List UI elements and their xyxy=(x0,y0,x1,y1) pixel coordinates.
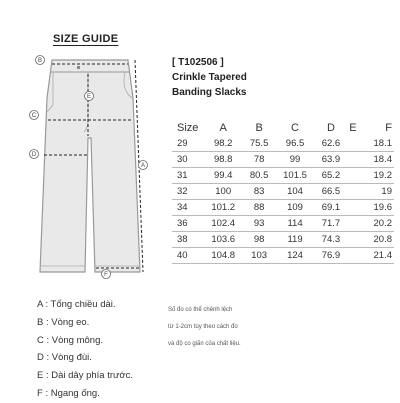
measurement-cell xyxy=(347,248,359,264)
measurement-cell: 75.5 xyxy=(243,136,274,152)
size-table-header xyxy=(172,120,394,136)
measurement-cell: 96.5 xyxy=(275,136,315,152)
measurement-cell: 21.4 xyxy=(359,248,394,264)
measurement-cell: 71.7 xyxy=(315,216,346,232)
measurement-cell: 102.4 xyxy=(203,216,243,232)
label-c: C xyxy=(31,113,37,119)
header-a: A xyxy=(219,121,227,134)
measurement-cell: 18.4 xyxy=(359,152,394,168)
measurement-cell xyxy=(347,216,359,232)
header-d: D xyxy=(326,121,335,134)
legend-item: E : Dài dây phía trước. xyxy=(37,370,134,382)
legend-item: D : Vòng đùi. xyxy=(37,352,92,364)
header-f: F xyxy=(385,121,392,134)
size-cell: 36 xyxy=(172,216,203,232)
measurement-cell: 104 xyxy=(275,184,315,200)
measurement-cell: 18.1 xyxy=(359,136,394,152)
measurement-cell: 62.6 xyxy=(315,136,346,152)
measurement-cell: 101.5 xyxy=(275,168,315,184)
product-code: [ T102506 ] xyxy=(172,57,224,68)
product-info xyxy=(172,55,392,100)
measurement-cell: 80.5 xyxy=(243,168,274,184)
measurement-legend xyxy=(37,296,133,403)
product-name-line-2: Banding Slacks xyxy=(172,87,247,98)
measurement-cell: 88 xyxy=(243,200,274,216)
measurement-cell xyxy=(347,152,359,168)
measurement-cell: 19.6 xyxy=(359,200,394,216)
product-name-line-1: Crinkle Tapered xyxy=(172,72,247,83)
size-cell: 40 xyxy=(172,248,203,264)
measurement-cell: 98 xyxy=(243,232,274,248)
measurement-cell: 99.4 xyxy=(203,168,243,184)
measurement-cell: 99 xyxy=(275,152,315,168)
measurement-cell: 103 xyxy=(243,248,274,264)
table-row xyxy=(172,184,394,200)
label-e: E xyxy=(86,94,92,100)
measurement-cell: 69.1 xyxy=(315,200,346,216)
size-cell: 30 xyxy=(172,152,203,168)
size-cell: 29 xyxy=(172,136,203,152)
label-d: D xyxy=(31,152,37,158)
measurement-cell: 98.8 xyxy=(203,152,243,168)
measurement-cell xyxy=(347,232,359,248)
measurement-cell: 20.8 xyxy=(359,232,394,248)
table-row xyxy=(172,200,394,216)
size-table xyxy=(172,120,394,264)
measurement-cell: 109 xyxy=(275,200,315,216)
header-size: Size xyxy=(177,121,199,134)
table-row xyxy=(172,136,394,152)
measurement-cell xyxy=(347,168,359,184)
measurement-cell xyxy=(347,136,359,152)
measurement-cell xyxy=(347,184,359,200)
measurement-cell: 100 xyxy=(203,184,243,200)
measurement-cell: 20.2 xyxy=(359,216,394,232)
measurement-cell: 98.2 xyxy=(203,136,243,152)
pants-diagram xyxy=(0,50,160,295)
page-title: SIZE GUIDE xyxy=(53,33,119,45)
header-e: E xyxy=(349,121,357,134)
measurement-cell: 78 xyxy=(243,152,274,168)
size-cell: 38 xyxy=(172,232,203,248)
table-row xyxy=(172,168,394,184)
header-c: C xyxy=(291,121,299,134)
note-line: từ 1-2cm tùy theo cách đo xyxy=(168,324,238,330)
measurement-cell: 66.5 xyxy=(315,184,346,200)
measurement-cell: 114 xyxy=(275,216,315,232)
note-line: và độ co giãn của chất liệu. xyxy=(168,341,241,347)
legend-item: B : Vòng eo. xyxy=(37,316,90,328)
table-row xyxy=(172,216,394,232)
table-row xyxy=(172,248,394,264)
legend-item: A : Tổng chiều dài. xyxy=(37,299,116,310)
size-cell: 34 xyxy=(172,200,203,216)
label-b: B xyxy=(37,58,43,64)
table-row xyxy=(172,232,394,248)
header-b: B xyxy=(255,121,263,134)
label-a: A xyxy=(140,163,146,169)
measurement-cell: 74.3 xyxy=(315,232,346,248)
size-cell: 31 xyxy=(172,168,203,184)
measurement-cell: 19 xyxy=(359,184,394,200)
label-f: F xyxy=(104,272,108,278)
measurement-note xyxy=(168,302,318,353)
measurement-cell: 103.6 xyxy=(203,232,243,248)
measurement-cell: 65.2 xyxy=(315,168,346,184)
measurement-cell xyxy=(347,200,359,216)
size-cell: 32 xyxy=(172,184,203,200)
legend-item: F : Ngang ống. xyxy=(37,387,100,399)
measurement-cell: 83 xyxy=(243,184,274,200)
measurement-cell: 104.8 xyxy=(203,248,243,264)
measurement-cell: 63.9 xyxy=(315,152,346,168)
measurement-cell: 119 xyxy=(275,232,315,248)
table-row xyxy=(172,152,394,168)
legend-item: C : Vòng mông. xyxy=(37,334,104,346)
measurement-cell: 19.2 xyxy=(359,168,394,184)
button-mark xyxy=(77,66,80,69)
measurement-cell: 76.9 xyxy=(315,248,346,264)
measurement-cell: 124 xyxy=(275,248,315,264)
note-line: Số đo có thể chênh lệch xyxy=(168,307,233,313)
measurement-cell: 93 xyxy=(243,216,274,232)
measurement-cell: 101.2 xyxy=(203,200,243,216)
